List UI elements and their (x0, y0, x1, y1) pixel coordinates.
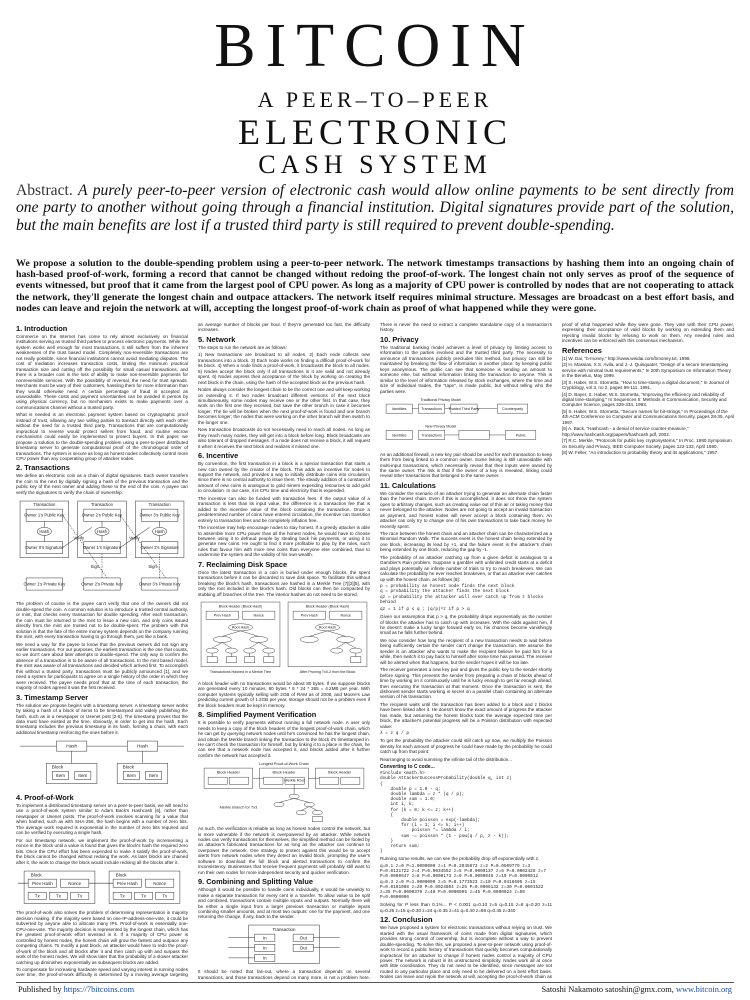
fig-label: Hash (154, 529, 165, 535)
published-label: Published by (18, 985, 62, 994)
results-table: q=0.1 z=0 P=1.0000000 z=1 P=0.2045873 z=2 P=0.0509779 z=3 P=0.0131722 z=4 P=0.0034552 z=5 P=0.0009137 z=6 P=0.0002428 z=7 P=0.0000647 z=8 P=0.0000173 z=9 P=0.0000046 z=10 P=0.0000012 q=0.3 z=0 P=1.0000000 z=5 P=0.1773523 z=10 P=0.0416605 z=15 P=0.0101008 z=20 P=0.0024804 z=25 P=0.0006132 z=30 P=0.0001522 z=35 P=0.0000379 z=40 P=0.0000095 z=45 P=0.0000024 z=50 P=0.0000006 (380, 863, 549, 901)
fig-label: Tx (141, 893, 146, 899)
fig-label: Transactions (421, 433, 442, 438)
fig-label: Tx (77, 893, 83, 899)
fig-label: Prev Hash (300, 613, 318, 618)
fig-label: Root Hash (231, 625, 250, 630)
reference-item: [8] W. Feller, "An introduction to probability theory and its applications," 1957. (562, 450, 719, 456)
fig-label: Block Header (216, 771, 240, 776)
subtitle-electronic: ELECTRONIC (238, 112, 512, 152)
paragraph: By convention, the first transaction in a block is a special transaction that starts a new coin owned by the creator of the block. This adds an incentive for nodes to support the network, and provides a way to initially distribute coins into circulation, since there is no central authority to issue them. The steady addition of a constant of amount of new coins is analogous to gold miners expending resources to add gold to circulation. In our case, it is CPU time and electricity that is expended. (198, 461, 370, 494)
fig-label: Public (515, 433, 526, 438)
fig-label: Owner 2's Public Key (81, 512, 123, 518)
figure-timestamp (16, 737, 188, 790)
fig-label: Identities (391, 407, 407, 412)
reference-item: [4] D. Bayer, S. Haber, W.S. Stornetta, "Improving the efficiency and reliability of digital time-stamping," In Sequences II: Methods in Communication, Security and Computer Science, pages 329-334, 1993. (562, 391, 727, 408)
section-heading: 8. Simplified Payment Verification (198, 710, 317, 720)
references-heading: References (562, 345, 602, 355)
fig-label: Tx (119, 893, 125, 899)
fig-label: Owner 3's Private Key (138, 581, 181, 587)
paragraph: To implement a distributed timestamp server on a peer-to-peer basis, we will need to use a proof-of-work system similar to Adam Back's Hashcash [6], rather than newspaper or Usenet posts. The proof-of-work involves scanning for a value that when hashed, such as with SHA-256, the hash begins with a number of zero bits. The average work required is exponential in the number of zero bits required and can be verified by executing a single hash. (16, 802, 188, 836)
fig-label: Sign (90, 564, 100, 570)
paragraph: The steps to run the network are as follows: (198, 344, 287, 350)
fig-label: Block (30, 872, 42, 878)
definitions: p = probability an honest node finds the next block q = probability the attacker finds the next block qz = probability the attacker will ever catch up from z blocks behind (380, 584, 544, 605)
reference-item: [7] R.C. Merkle, "Protocols for public key cryptosystems," In Proc. 1980 Symposium on Security and Privacy, IEEE Computer Society, pages 122-133, April 1980. (562, 438, 732, 449)
fig-label: Out (299, 935, 307, 941)
paragraph: Nodes always consider the longest chain to be the correct one and will keep working on extending it. If two nodes broadcast different versions of the next block simultaneously, some nodes may receive one or the other first. In that case, they work on the first one they received, but save the other branch in case it becomes longer. The tie will be broken when the next proof-of-work is found and one branch becomes longer; the nodes that were working on the other branch will then switch to the longer one. (198, 387, 370, 425)
fig-label: Transaction (33, 502, 56, 508)
c-code-listing: #include <math.h> double AttackerSuccessProbability(double q, int z) { double p = 1.0 - q; double lambda = z * (q / p); double sum = 1.0; int i, k; for (k = 0; k <= z; k++) { double poisson = exp(-lambda); for (i = 1; i <= k; i++) poisson *= lambda / i; sum -= poisson * (1 - pow(q / p, z - k)); } return sum; } (380, 771, 512, 855)
fig-label: Item (78, 773, 88, 779)
paragraph: The incentive may help encourage nodes to stay honest. If a greedy attacker is able to assemble more CPU power than all the honest nodes, he would have to choose between using it to defraud people by stealing back his payments, or using it to generate new coins. He ought to find it more profitable to play by the rules, such rules that favour him with more new coins than everyone else combined, than to undermine the system and the validity of his own wealth. (198, 525, 370, 558)
fig-label: Block Header (328, 771, 352, 776)
section-heading: 3. Timestamp Server (16, 692, 89, 702)
fig-label: Prev Hash (31, 880, 53, 886)
fig-label: In (262, 945, 267, 951)
fig-label: Identities (391, 433, 407, 438)
fig-label: In (262, 935, 267, 941)
fig-label: Tx (56, 893, 61, 899)
paragraph: Rearranging to avoid summing the infinite tail of the distribution... (380, 756, 513, 762)
fig-label: Merkle Branch for Tx3 (219, 805, 258, 810)
subtitle-peer-to-peer: A PEER–TO–PEER (257, 87, 493, 112)
fig-label: Prev Hash (116, 880, 138, 886)
paragraph: To get the probability the attacker could still catch up now, we multiply the Poisson density for each amount of progress he could have made by the probability he could catch up from that point: (380, 738, 552, 755)
reference-item: [6] A. Back, "Hashcash - a denial of service counter-measure," http://www.hashcash.org/papers/hashcash.pdf, 2002. (562, 426, 689, 437)
paragraph: We have proposed a system for electronic transactions without relying on trust. We started with the usual framework of coins made from digital signatures, which provides strong control of ownership, but is incomplete without a way to prevent double-spending. To solve this, we proposed a peer-to-peer network using proof-of-work to record a public history of transactions that quickly becomes computationally impractical for an attacker to change if honest nodes control a majority of CPU power. The network is robust in its unstructured simplicity. Nodes work all at once with little coordination. They do not need to be identified, since messages are not routed to any particular place and only need to be delivered on a best effort basis. Nodes can leave and rejoin the network at will, accepting the proof-of-work chain as proof of what happened while they were gone. They vote with their CPU power, expressing their acceptance of valid blocks by working on extending them and rejecting invalid blocks by refusing to work on them. Any needed rules and incentives can be enforced with this consensus mechanism. (380, 322, 734, 980)
fig-label: Trusted Third Party (448, 407, 480, 412)
fig-label: Nonce (153, 880, 167, 886)
paragraph: The problem of course is the payee can't verify that one of the owners did not double-spend the coin. A common solution is to introduce a trusted central authority, or mint, that checks every transaction for double spending. After each transaction, the coin must be returned to the mint to issue a new coin, and only coins issued directly from the mint are trusted not to be double-spent. The problem with this solution is that the fate of the entire money system depends on the company running the mint, with every transaction having to go through them, just like a bank. (16, 601, 188, 640)
paragraph: It should be noted that fan-out, where a transaction depends on several transactions, and those transactions depend on many more, is not a problem here. There is never the need to extract a complete standalone copy of a transaction's history. (198, 322, 552, 980)
fig-label: Block (51, 764, 64, 770)
references-list (562, 356, 734, 456)
section-heading: 6. Incentive (198, 451, 239, 461)
section-heading: 12. Conclusion (380, 915, 433, 925)
bitcoin-org-link[interactable]: www.bitcoin.org (675, 985, 732, 994)
figure-privacy-models (380, 396, 552, 449)
code-heading: Converting to C code... (380, 764, 435, 771)
fig-label: Block (115, 872, 127, 878)
paragraph: The probability of an attacker catching up from a given deficit is analogous to a Gambler's Ruin problem. Suppose a gambler with unlimited credit starts at a deficit and plays potentially an infinite number of trials to try to reach breakeven. We can calculate the probability he ever reaches breakeven, or that an attacker ever catches up with the honest chain, as follows [8]: (380, 554, 552, 582)
fig-label: Item (56, 773, 66, 779)
paragraph: The traditional banking model achieves a level of privacy by limiting access to information to the parties involved and the trusted third party. The necessity to announce all transactions publicly precludes this method, but privacy can still be maintained by breaking the flow of information in another place: by keeping public keys anonymous. The public can see that someone is sending an amount to someone else, but without information linking the transaction to anyone. This is similar to the level of information released by stock exchanges, where the time and size of individual trades, the "tape", is made public, but without telling who the parties were. (380, 344, 552, 394)
paragraph: As an additional firewall, a new key pair should be used for each transaction to keep them from being linked to a common owner. Some linking is still unavoidable with multi-input transactions, which necessarily reveal that their inputs were owned by the same owner. The risk is that if the owner of a key is revealed, linking could reveal other transactions that belonged to the same owner. (380, 451, 552, 479)
publisher-link[interactable]: https://7bitcoins.com (63, 985, 135, 994)
footer-author: Satoshi Nakamoto satoshin@gmx.com, www.bitcoin.org (541, 985, 732, 994)
fig-label: Longest Proof-of-Work Chain (259, 762, 309, 767)
paragraph: The proof-of-work also solves the problem of determining representation in majority decision making. If the majority were based on one-IP-address-one-vote, it could be subverted by anyone able to allocate many IPs. Proof-of-work is essentially one-CPU-one-vote. The majority decision is represented by the longest chain, which has the greatest proof-of-work effort invested in it. If a majority of CPU power is controlled by honest nodes, the honest chain will grow the fastest and outpace any competing chains. To modify a past block, an attacker would have to redo the proof-of-work of the block and all blocks after it and then catch up with and surpass the work of the honest nodes. We will show later that the probability of a slower attacker catching up diminishes exponentially as subsequent blocks are added. (16, 910, 188, 965)
paragraph: The recipient waits until the transaction has been added to a block and z blocks have been linked after it. He doesn't know the exact amount of progress the attacker has made, but assuming the honest blocks took the average expected time per block, the attacker's potential progress will be a Poisson distribution with expected value: (380, 701, 552, 729)
paragraph: The race between the honest chain and an attacker chain can be characterized as a Binomial Random Walk. The success event is the honest chain being extended by one block, increasing its lead by +1, and the failure event is the attacker's chain being extended by one block, reducing the gap by -1. (380, 531, 552, 553)
fig-label: Owner 0's Signature (25, 545, 64, 551)
fig-label: Root Hash (318, 625, 337, 630)
paragraph: Commerce on the Internet has come to rely almost exclusively on financial institutions serving as trusted third parties to process electronic payments. While the system works well enough for most transactions, it still suffers from the inherent weaknesses of the trust based model. Completely non-reversible transactions are not really possible, since financial institutions cannot avoid mediating disputes. The cost of mediation increases transaction costs, limiting the minimum practical transaction size and cutting off the possibility for small casual transactions, and there is a broader cost in the loss of ability to make non-reversible payments for nonreversible services. With the possibility of reversal, the need for trust spreads. Merchants must be wary of their customers, hassling them for more information than they would otherwise need. A certain percentage of fraud is accepted as unavoidable. These costs and payment uncertainties can be avoided in person by using physical currency, but no mechanism exists to make payments over a communications channel without a trusted party. (16, 334, 188, 410)
fig-label: Transaction (272, 926, 296, 932)
figure-merkle-tree (198, 599, 370, 678)
section-heading: 9. Combining and Splitting Value (198, 877, 313, 887)
paragraph: 1) New transactions are broadcast to all nodes. 2) Each node collects new transactions into a block. 3) Each node works on finding a difficult proof-of-work for its block. 4) When a node finds a proof-of-work, it broadcasts the block to all nodes. 5) Nodes accept the block only if all transactions in it are valid and not already spent. 6) Nodes express their acceptance of the block by working on creating the next block in the chain, using the hash of the accepted block as the previous hash. (198, 352, 370, 385)
reference-item: [1] W. Dai, "b-money," http://www.weidai.com/bmoney.txt, 1998. (562, 355, 691, 361)
paper-body (16, 322, 734, 982)
figure-combining-splitting (198, 922, 370, 967)
fig-caption: Transactions Hashed in a Merkle Tree (209, 669, 272, 674)
footer-published (18, 984, 134, 996)
fig-label: Owner 2's Signature (140, 545, 179, 551)
formula: λ = z q / p (380, 731, 409, 737)
paragraph: A block header with no transactions would be about 80 bytes. If we suppose blocks are generated every 10 minutes, 80 bytes * 6 * 24 * 365 = 4.2MB per year. With computer systems typically selling with 2GB of RAM as of 2008, and Moore's Law predicting current growth of 1.2GB per year, storage should not be a problem even if the block headers must be kept in memory. (198, 680, 370, 708)
section-heading: 2. Transactions (16, 463, 70, 473)
fig-label: Owner 1's Public Key (24, 512, 65, 518)
abstract-text: A purely peer-to-peer version of electronic cash would allow online payments to be sent directly from one party to another without going through a financial institution. Digital signatures provide part of the solution, but the main benefits are lost if a trusted third party is still required to prevent double-spending. (16, 182, 734, 234)
fig-label: Nonce (340, 613, 351, 618)
poster-title: BITCOIN (214, 12, 536, 80)
abstract-lead: Abstract. (16, 182, 73, 199)
paragraph: Solving for P less than 0.1%... P < 0.001 q=0.10 z=5 q=0.15 z=8 q=0.20 z=11 q=0.25 z=15 q=0.30 z=24 q=0.35 z=41 q=0.40 z=89 q=0.45 z=340 (380, 902, 552, 913)
fig-label: Item (126, 773, 136, 779)
section-heading: 5. Network (198, 334, 236, 344)
fig-label: Nonce (253, 613, 264, 618)
paragraph: To compensate for increasing hardware speed and varying interest in running nodes over time, the proof-of-work difficulty is determined by a moving average targeting an average number of blocks per hour. If they're generated too fast, the difficulty increases. (16, 322, 370, 978)
fig-label: Owner 1's Signature (82, 545, 122, 551)
section-heading: 11. Calculations (380, 480, 436, 490)
paragraph: We define an electronic coin as a chain of digital signatures. Each owner transfers the coin to the next by digitally signing a hash of the previous transaction and the public key of the next owner and adding these to the end of the coin. A payee can verify the signatures to verify the chain of ownership. (16, 473, 188, 495)
intro-paragraph: We propose a solution to the double-spending problem using a peer-to-peer network. The network timestamps transactions by hashing them into an ongoing chain of hash-based proof-of-work, forming a record that cannot be changed without redoing the proof-of-work. The longest chain not only serves as proof of the sequence of events witnessed, but proof that it came from the largest pool of CPU power. As long as a majority of CPU power is controlled by nodes that are not cooperating to attack the network, they'll generate the longest chain and outpace attackers. The network itself requires minimal structure. Messages are broadcast on a best effort basis, and nodes can leave and rejoin the network at will, accepting the longest proof-of-work chain as proof of what happened while they were gone. (16, 258, 734, 314)
fig-label: Tx (34, 893, 40, 899)
fig-label: Block Header (272, 771, 296, 776)
fig-label: Owner 2's Private Key (81, 581, 123, 587)
fig-caption: After Pruning Tx0-2 from the Block (299, 669, 356, 674)
section-heading: 10. Privacy (380, 334, 419, 344)
figure-transactions (16, 497, 188, 598)
figure-spv (198, 760, 370, 823)
reference-item: [3] S. Haber, W.S. Stornetta, "How to time-stamp a digital document," In Journal of Cryptology, vol 3, no 2, pages 99-111, 1991. (562, 379, 729, 391)
fig-label: Out (299, 945, 307, 951)
fig-label: Hash (97, 529, 107, 535)
paragraph: For our timestamp network, we implement the proof-of-work by incrementing a nonce in the block until a value is found that gives the block's hash the required zero bits. Once the CPU effort has been expended to make it satisfy the proof-of-work, the block cannot be changed without redoing the work. As later blocks are chained after it, the work to change the block would include redoing all the blocks after it. (16, 837, 188, 865)
fig-label: Transaction (91, 502, 113, 508)
fig-label: Transaction (148, 502, 171, 508)
fig-label: Block (122, 764, 134, 770)
formula: qz = 1 if p ≤ q ; (q/p)^z if p > q (380, 606, 470, 612)
figure-proof-of-work (16, 867, 188, 907)
paragraph: As such, the verification is reliable as long as honest nodes control the network, but is more vulnerable if the network is overpowered by an attacker. While network nodes can verify transactions for themselves, the simplified method can be fooled by an attacker's fabricated transactions for as long as the attacker can continue to overpower the network. One strategy to protect against this would be to accept alerts from network nodes when they detect an invalid block, prompting the user's software to download the full block and alerted transactions to confirm the inconsistency. Businesses that receive frequent payments will probably still want to run their own nodes for more independent security and quicker verification. (198, 826, 370, 875)
fig-label: Verify (129, 535, 140, 541)
fig-label: Hash (137, 744, 148, 750)
paragraph: Although it would be possible to handle coins individually, it would be unwieldy to make a separate transaction for every cent in a transfer. To allow value to be split and combined, transactions contain multiple inputs and outputs. Normally there will be either a single input from a larger previous transaction or multiple inputs combining smaller amounts, and at most two outputs: one for the payment, and one returning the change, if any, back to the sender. (198, 887, 370, 920)
fig-label: Hash (39, 529, 50, 535)
fig-label: Owner 3's Public Key (139, 512, 180, 518)
subtitle-cash-system: CASH SYSTEM (258, 150, 492, 179)
fig-label: Block Header (Block Hash) (305, 604, 350, 609)
fig-label: Transactions (421, 407, 442, 412)
paragraph: Once the latest transaction in a coin is buried under enough blocks, the spent transactions before it can be discarded to save disk space. To facilitate this without breaking the block's hash, transactions are hashed in a Merkle Tree [7][2][5], with only the root included in the block's hash. Old blocks can then be compacted by stubbing off branches of the tree. The interior hashes do not need to be stored. (198, 569, 370, 597)
fig-label: In (262, 955, 267, 961)
author-info: Satoshi Nakamoto satoshin@gmx.com (541, 985, 672, 994)
paragraph: Given our assumption that p > q, the probability drops exponentially as the number of blocks the attacker has to catch up with increases. With the odds against him, if he doesn't make a lucky lunge forward early on, his chances become vanishingly small as he falls further behind. (380, 614, 552, 636)
fig-label: Sign (148, 564, 157, 570)
paragraph: We need a way for the payee to know that the previous owners did not sign any earlier transactions. For our purposes, the earliest transaction is the one that counts, so we don't care about later attempts to double-spend. The only way to confirm the absence of a transaction is to be aware of all transactions. In the mint based model, the mint was aware of all transactions and decided which arrived first. To accomplish this without a trusted party, transactions must be publicly announced [1], and we need a system for participants to agree on a single history of the order in which they were received. The payee needs proof that at the time of each transaction, the majority of nodes agreed it was the first received. (16, 641, 188, 691)
fig-label: Block Header (Block Hash) (218, 604, 263, 609)
paragraph: We now consider how long the recipient of a new transaction needs to wait before being sufficiently certain the sender can't change the transaction. We assume the sender is an attacker who wants to make the recipient believe he paid him for a while, then switch it to pay back to himself after some time has passed. The receiver will be alerted when that happens, but the sender hopes it will be too late. (380, 637, 552, 665)
section-heading: 4. Proof-of-Work (16, 792, 74, 802)
section-heading: 7. Reclaiming Disk Space (198, 559, 288, 569)
paragraph: New transaction broadcasts do not necessarily need to reach all nodes. As long as they reach many nodes, they will get into a block before long. Block broadcasts are also tolerant of dropped messages. If a node does not receive a block, it will request it when it receives the next block and realizes it missed one. (198, 427, 370, 449)
section-heading: 1. Introduction (16, 324, 68, 333)
paragraph: Running some results, we can see the probability drop off exponentially with z. (380, 856, 540, 862)
fig-label: Item (149, 773, 159, 779)
fig-label: Hash (66, 744, 78, 750)
fig-label: Traditional Privacy Model (420, 398, 461, 403)
fig-label: Merkle Root (284, 779, 305, 784)
fig-label: Verify (73, 535, 85, 541)
reference-item: [5] S. Haber, W.S. Stornetta, "Secure names for bit-strings," In Proceedings of the 4th ACM Conference on Computer and Communications Security, pages 28-35, April 1997. (562, 408, 734, 425)
paragraph: What is needed is an electronic payment system based on cryptographic proof instead of trust, allowing any two willing parties to transact directly with each other without the need for a trusted third party. Transactions that are computationally impractical to reverse would protect sellers from fraud, and routine escrow mechanisms could easily be implemented to protect buyers. In this paper, we propose a solution to the double-spending problem using a peer-to-peer distributed timestamp server to generate computational proof of the chronological order of transactions. The system is secure as long as honest nodes collectively control more CPU power than any cooperating group of attacker nodes. (16, 412, 189, 461)
fig-label: Owner 1's Private Key (23, 581, 66, 587)
reference-item: [2] H. Massias, X.S. Avila, and J.-J. Quisquater, "Design of a secure timestamping service with minimal trust requirements," In 20th Symposium on Information Theory in the Benelux, May 1999. (562, 362, 732, 379)
paragraph: The incentive can also be funded with transaction fees. If the output value of a transaction is less than its input value, the difference is a transaction fee that is added to the incentive value of the block containing the transaction. Once a predetermined number of coins have entered circulation, the incentive can transition entirely to transaction fees and be completely inflation free. (198, 495, 370, 523)
fig-label: Prev Hash (213, 613, 231, 618)
fig-label: New Privacy Model (425, 424, 457, 429)
fig-label: Nonce (68, 880, 82, 886)
abstract (16, 182, 734, 234)
paragraph: The receiver generates a new key pair and gives the public key to the sender shortly before signing. This prevents the sender from preparing a chain of blocks ahead of time by working on it continuously until he is lucky enough to get far enough ahead, then executing the transaction at that moment. Once the transaction is sent, the dishonest sender starts working in secret on a parallel chain containing an alternate version of his transaction. (380, 667, 552, 700)
fig-label: Counterparty (502, 407, 524, 412)
paragraph: The solution we propose begins with a timestamp server. A timestamp server works by taking a hash of a block of items to be timestamped and widely publishing the hash, such as in a newspaper or Usenet post [2-5]. The timestamp proves that the data must have existed at the time, obviously, in order to get into the hash. Each timestamp includes the previous timestamp in its hash, forming a chain, with each additional timestamp reinforcing the ones before it. (16, 702, 188, 735)
paragraph: It is possible to verify payments without running a full network node. A user only needs to keep a copy of the block headers of the longest proof-of-work chain, which he can get by querying network nodes until he's convinced he has the longest chain, and obtain the Merkle branch linking the transaction to the block it's timestamped in. He can't check the transaction for himself, but by linking it to a place in the chain, he can see that a network node has accepted it, and blocks added after it further confirm the network has accepted it. (198, 720, 370, 758)
footer (16, 982, 734, 996)
fig-label: Tx (162, 893, 168, 899)
paragraph: We consider the scenario of an attacker trying to generate an alternate chain faster than the honest chain. Even if this is accomplished, it does not throw the system open to arbitrary changes, such as creating value out of thin air or taking money that never belonged to the attacker. Nodes are not going to accept an invalid transaction as payment, and honest nodes will never accept a block containing them. An attacker can only try to change one of his own transactions to take back money he recently spent. (380, 490, 552, 529)
